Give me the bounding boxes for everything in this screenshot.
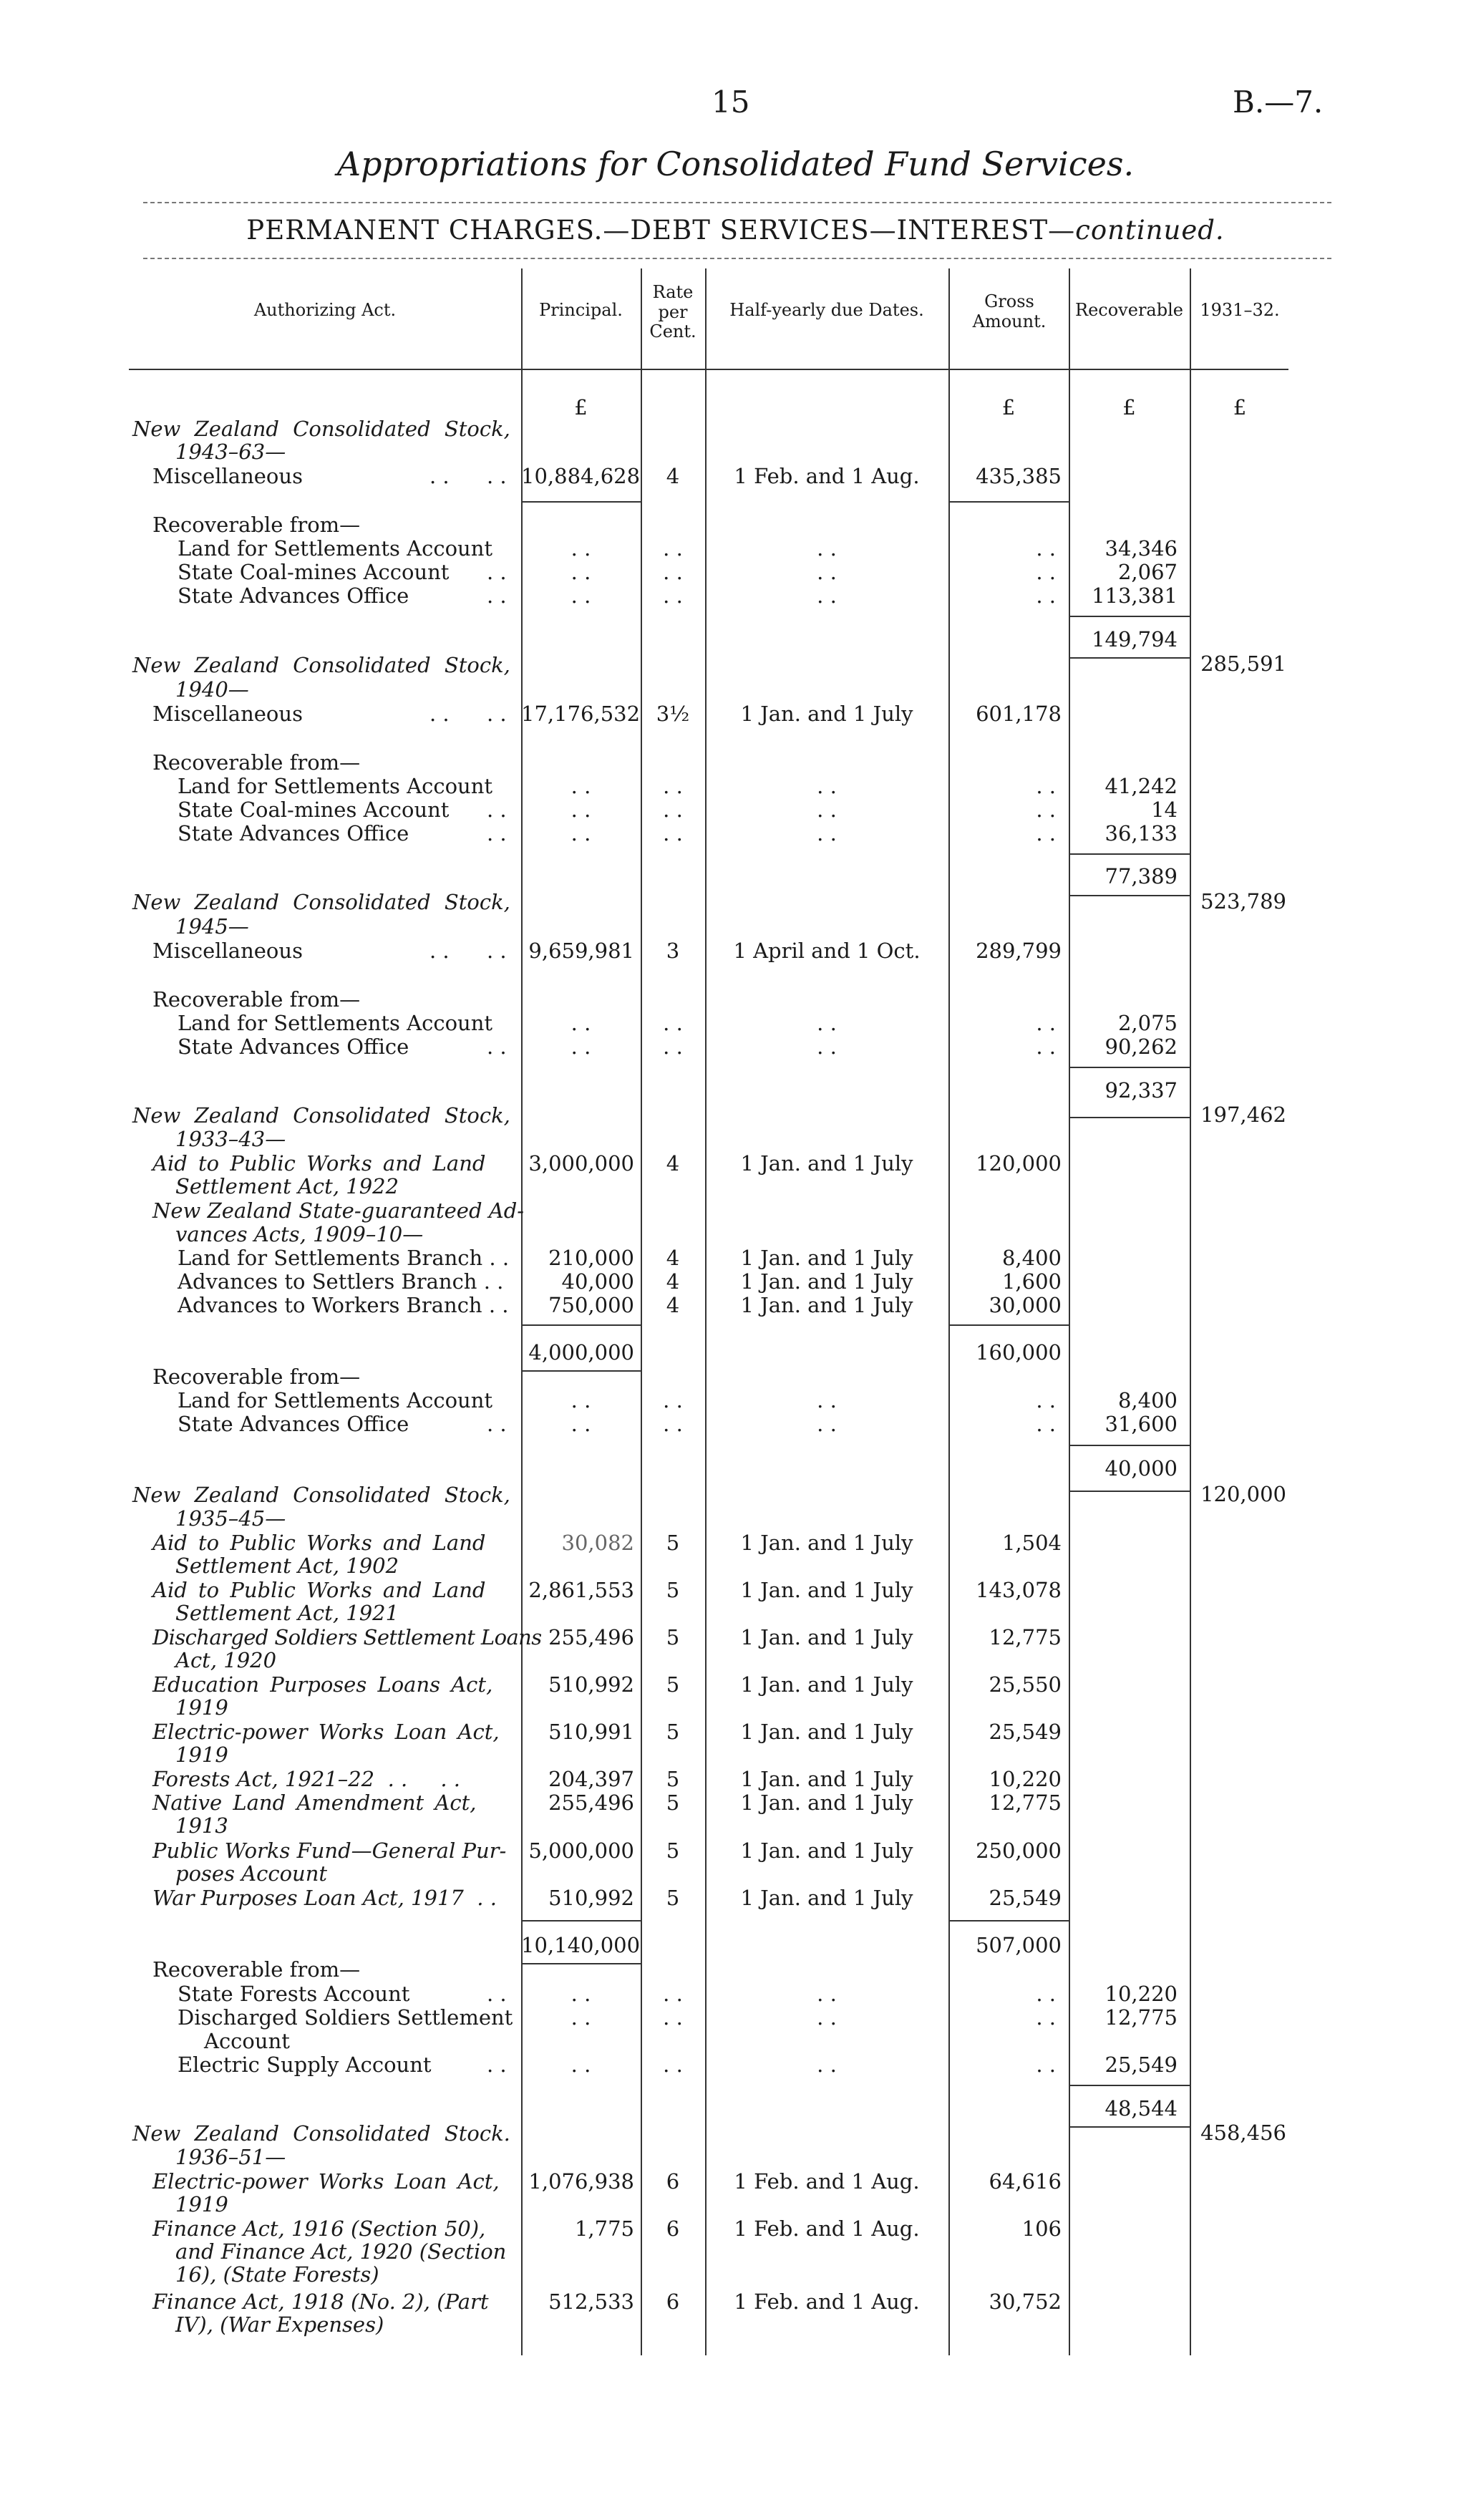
leader-dots: . . bbox=[1036, 560, 1056, 584]
subtotal-rule bbox=[1070, 616, 1190, 617]
column-rule bbox=[1190, 268, 1191, 2355]
principal-value: 40,000 bbox=[561, 1269, 634, 1294]
act-label: 1913 bbox=[175, 1813, 228, 1838]
gross-value: 12,775 bbox=[989, 1790, 1062, 1815]
act-label: and Finance Act, 1920 (Section bbox=[175, 2239, 507, 2264]
principal-value: 1,076,938 bbox=[528, 2169, 634, 2194]
header-rule bbox=[129, 369, 1288, 370]
leader-dots: . . bbox=[571, 821, 591, 845]
rec-label: State Coal-mines Account bbox=[178, 798, 450, 822]
branch-label: Advances to Settlers Branch . . bbox=[178, 1269, 504, 1294]
principal-value: 255,496 bbox=[548, 1625, 634, 1649]
rate-value: 5 bbox=[666, 1886, 680, 1910]
principal-value: 255,496 bbox=[548, 1790, 634, 1815]
recoverable-from: Recoverable from— bbox=[152, 513, 361, 537]
leader-dots: . . bbox=[487, 560, 507, 584]
subtotal-rule bbox=[523, 501, 641, 503]
rate-value: 5 bbox=[666, 1672, 680, 1697]
rate-value: 4 bbox=[666, 1151, 680, 1176]
leader-dots: . . bbox=[571, 560, 591, 584]
dates-value: 1 Jan. and 1 July bbox=[740, 1767, 913, 1791]
col-header-principal: Principal. bbox=[539, 300, 623, 320]
section-years: 1936–51— bbox=[175, 2145, 286, 2169]
leader-dots: . . bbox=[1036, 536, 1056, 561]
rec-label: Discharged Soldiers Settlement bbox=[178, 2005, 513, 2030]
recoverable-total: 40,000 bbox=[1105, 1456, 1178, 1480]
gross-value: 30,752 bbox=[989, 2289, 1062, 2314]
gross-value: 64,616 bbox=[989, 2169, 1062, 2194]
dates-value: 1 Feb. and 1 Aug. bbox=[734, 2169, 920, 2194]
rate-value: 5 bbox=[666, 1531, 680, 1555]
leader-dots: . . bbox=[487, 821, 507, 845]
leader-dots: . . bbox=[817, 774, 837, 798]
rate-value: 5 bbox=[666, 1838, 680, 1863]
leader-dots: . . bbox=[487, 1412, 507, 1436]
subtotal-rule bbox=[950, 501, 1069, 503]
act-label: Act, 1920 bbox=[175, 1648, 277, 1672]
act-label: 1919 bbox=[175, 2192, 228, 2216]
branch-label: Advances to Workers Branch . . bbox=[178, 1293, 509, 1317]
currency-recoverable: £ bbox=[1122, 395, 1136, 420]
leader-dots: . . bbox=[571, 1982, 591, 2006]
section-years: 1935–45— bbox=[175, 1506, 286, 1531]
rec-label: State Advances Office bbox=[178, 1412, 409, 1436]
leader-dots: . . bbox=[663, 2005, 683, 2030]
principal-value: 510,992 bbox=[548, 1672, 634, 1697]
leader-dots: . . bbox=[1036, 1412, 1056, 1436]
leader-dots: . . bbox=[429, 702, 450, 726]
gross-value: 25,550 bbox=[989, 1672, 1062, 1697]
leader-dots: . . bbox=[571, 2005, 591, 2030]
principal-value: 3,000,000 bbox=[528, 1151, 634, 1176]
leader-dots: . . bbox=[571, 583, 591, 608]
act-label: Finance Act, 1918 (No. 2), (Part bbox=[152, 2289, 489, 2314]
rec-label: Land for Settlements Account bbox=[178, 536, 493, 561]
recoverable-value: 90,262 bbox=[1105, 1034, 1178, 1059]
gross-value: 601,178 bbox=[976, 702, 1062, 726]
principal-value: 17,176,532 bbox=[521, 702, 641, 726]
rate-value: 5 bbox=[666, 1720, 680, 1744]
leader-dots: . . bbox=[663, 1982, 683, 2006]
act-label: New Zealand State-guaranteed Ad- bbox=[152, 1198, 525, 1223]
page-title: Appropriations for Consolidated Fund Services. bbox=[336, 145, 1135, 183]
principal-value: 2,861,553 bbox=[528, 1578, 634, 1602]
act-label: poses Account bbox=[175, 1861, 328, 1886]
recoverable-value: 34,346 bbox=[1105, 536, 1178, 561]
leader-dots: . . bbox=[571, 774, 591, 798]
leader-dots: . . bbox=[817, 1011, 837, 1035]
page-subtitle: PERMANENT CHARGES.—DEBT SERVICES—INTEREST—continued. bbox=[246, 215, 1225, 246]
leader-dots: . . bbox=[817, 536, 837, 561]
recoverable-total: 92,337 bbox=[1105, 1078, 1178, 1102]
col-header-dates: Half-yearly due Dates. bbox=[729, 300, 924, 320]
leader-dots: . . bbox=[1036, 1388, 1056, 1412]
act-label: Education Purposes Loans Act, bbox=[152, 1672, 493, 1697]
recoverable-value: 8,400 bbox=[1117, 1388, 1178, 1412]
leader-dots: . . bbox=[663, 798, 683, 822]
leader-dots: . . bbox=[663, 1011, 683, 1035]
leader-dots: . . bbox=[817, 2053, 837, 2077]
act-label: Finance Act, 1916 (Section 50), bbox=[152, 2216, 486, 2241]
section-title: New Zealand Consolidated Stock, bbox=[132, 890, 510, 914]
title-divider bbox=[143, 202, 1331, 203]
net-value: 285,591 bbox=[1200, 651, 1286, 676]
act-label: Discharged Soldiers Settlement Loans bbox=[152, 1625, 542, 1649]
subtotal-rule bbox=[1070, 2085, 1190, 2086]
principal-value: 510,991 bbox=[548, 1720, 634, 1744]
principal-value: 1,775 bbox=[574, 2216, 634, 2241]
currency-principal: £ bbox=[574, 395, 588, 420]
rec-label: State Advances Office bbox=[178, 583, 409, 608]
subtotal-rule bbox=[1070, 2126, 1190, 2128]
gross-total: 160,000 bbox=[976, 1340, 1062, 1365]
leader-dots: . . bbox=[487, 2053, 507, 2077]
act-label: Settlement Act, 1902 bbox=[175, 1554, 399, 1578]
leader-dots: . . bbox=[1036, 798, 1056, 822]
leader-dots: . . bbox=[817, 583, 837, 608]
rate-value: 4 bbox=[666, 1269, 680, 1294]
section-title: New Zealand Consolidated Stock, bbox=[132, 653, 510, 677]
dates-value: 1 Jan. and 1 July bbox=[740, 1151, 913, 1176]
recoverable-value: 31,600 bbox=[1105, 1412, 1178, 1436]
document-code: B.—7. bbox=[1233, 84, 1324, 120]
leader-dots: . . bbox=[663, 583, 683, 608]
dates-value: 1 Jan. and 1 July bbox=[740, 1672, 913, 1697]
leader-dots: . . bbox=[429, 939, 450, 963]
recoverable-from: Recoverable from— bbox=[152, 987, 361, 1012]
recoverable-total: 77,389 bbox=[1105, 864, 1178, 888]
rate-value: 6 bbox=[666, 2216, 680, 2241]
principal-value: 750,000 bbox=[548, 1293, 634, 1317]
subtotal-rule bbox=[1070, 657, 1190, 659]
rate-value: 4 bbox=[666, 464, 680, 488]
principal-value: 30,082 bbox=[561, 1531, 634, 1555]
leader-dots: . . bbox=[571, 2053, 591, 2077]
recoverable-from: Recoverable from— bbox=[152, 1365, 361, 1389]
leader-dots: . . bbox=[487, 939, 507, 963]
leader-dots: . . bbox=[817, 1034, 837, 1059]
recoverable-value: 41,242 bbox=[1105, 774, 1178, 798]
leader-dots: . . bbox=[1036, 2005, 1056, 2030]
dates-value: 1 Jan. and 1 July bbox=[740, 1838, 913, 1863]
principal-value: 210,000 bbox=[548, 1246, 634, 1270]
subtotal-rule bbox=[523, 1963, 641, 1964]
act-label: Aid to Public Works and Land bbox=[152, 1531, 486, 1555]
section-years: 1943–63— bbox=[175, 440, 286, 464]
rate-value: 5 bbox=[666, 1767, 680, 1791]
recoverable-total: 48,544 bbox=[1105, 2096, 1178, 2121]
gross-value: 30,000 bbox=[989, 1293, 1062, 1317]
misc-label: Miscellaneous bbox=[152, 939, 303, 963]
leader-dots: . . bbox=[663, 536, 683, 561]
page-number: 15 bbox=[712, 84, 750, 120]
leader-dots: . . bbox=[487, 702, 507, 726]
subtotal-rule bbox=[950, 1920, 1069, 1922]
rec-label: Account bbox=[204, 2029, 290, 2053]
branch-label: Land for Settlements Branch . . bbox=[178, 1246, 510, 1270]
section-years: 1945— bbox=[175, 914, 249, 939]
net-value: 197,462 bbox=[1200, 1102, 1286, 1127]
principal-value: 10,884,628 bbox=[521, 464, 641, 488]
dates-value: 1 Jan. and 1 July bbox=[740, 1886, 913, 1910]
gross-value: 25,549 bbox=[989, 1720, 1062, 1744]
leader-dots: . . bbox=[1036, 1034, 1056, 1059]
subtotal-rule bbox=[523, 1920, 641, 1922]
currency-year: £ bbox=[1233, 395, 1247, 420]
rec-label: State Forests Account bbox=[178, 1982, 410, 2006]
dates-value: 1 April and 1 Oct. bbox=[733, 939, 921, 963]
gross-value: 435,385 bbox=[976, 464, 1062, 488]
leader-dots: . . bbox=[817, 1388, 837, 1412]
gross-value: 1,504 bbox=[1001, 1531, 1062, 1555]
subtotal-rule bbox=[1070, 895, 1190, 896]
rec-label: State Advances Office bbox=[178, 821, 409, 845]
dates-value: 1 Jan. and 1 July bbox=[740, 1269, 913, 1294]
dates-value: 1 Jan. and 1 July bbox=[740, 1531, 913, 1555]
col-header-rate: Rate per Cent. bbox=[649, 282, 696, 342]
subtotal-rule bbox=[1070, 1067, 1190, 1068]
rec-label: Land for Settlements Account bbox=[178, 1011, 493, 1035]
gross-value: 120,000 bbox=[976, 1151, 1062, 1176]
rec-label: State Advances Office bbox=[178, 1034, 409, 1059]
section-title: New Zealand Consolidated Stock, bbox=[132, 1483, 510, 1507]
col-header-year: 1931–32. bbox=[1200, 300, 1280, 320]
rate-value: 5 bbox=[666, 1790, 680, 1815]
leader-dots: . . bbox=[663, 1034, 683, 1059]
leader-dots: . . bbox=[1036, 2053, 1056, 2077]
dates-value: 1 Feb. and 1 Aug. bbox=[734, 464, 920, 488]
act-label: Forests Act, 1921–22 . . . . bbox=[152, 1767, 460, 1791]
act-label: Native Land Amendment Act, bbox=[152, 1790, 477, 1815]
dates-value: 1 Jan. and 1 July bbox=[740, 1246, 913, 1270]
act-label: Aid to Public Works and Land bbox=[152, 1578, 486, 1602]
rate-value: 3 bbox=[666, 939, 680, 963]
leader-dots: . . bbox=[1036, 821, 1056, 845]
principal-total: 10,140,000 bbox=[521, 1933, 641, 1957]
act-label: Electric-power Works Loan Act, bbox=[152, 2169, 500, 2194]
recoverable-value: 12,775 bbox=[1105, 2005, 1178, 2030]
leader-dots: . . bbox=[571, 1034, 591, 1059]
gross-total: 507,000 bbox=[976, 1933, 1062, 1957]
act-label: Aid to Public Works and Land bbox=[152, 1151, 486, 1176]
leader-dots: . . bbox=[571, 1011, 591, 1035]
subtotal-rule bbox=[1070, 1491, 1190, 1492]
subtotal-rule bbox=[1070, 1117, 1190, 1118]
leader-dots: . . bbox=[663, 560, 683, 584]
section-years: 1940— bbox=[175, 677, 249, 702]
dates-value: 1 Feb. and 1 Aug. bbox=[734, 2289, 920, 2314]
recoverable-value: 2,075 bbox=[1117, 1011, 1178, 1035]
leader-dots: . . bbox=[487, 798, 507, 822]
leader-dots: . . bbox=[429, 464, 450, 488]
leader-dots: . . bbox=[817, 798, 837, 822]
principal-value: 512,533 bbox=[548, 2289, 634, 2314]
subtotal-rule bbox=[523, 1370, 641, 1372]
rec-label: Land for Settlements Account bbox=[178, 774, 493, 798]
col-header-gross: Gross Amount. bbox=[972, 291, 1047, 331]
subtotal-rule bbox=[1070, 1445, 1190, 1446]
act-label: Settlement Act, 1921 bbox=[175, 1601, 399, 1625]
net-value: 458,456 bbox=[1200, 2121, 1286, 2145]
leader-dots: . . bbox=[663, 1388, 683, 1412]
gross-value: 10,220 bbox=[989, 1767, 1062, 1791]
rate-value: 3½ bbox=[656, 702, 690, 726]
leader-dots: . . bbox=[1036, 774, 1056, 798]
dates-value: 1 Jan. and 1 July bbox=[740, 1790, 913, 1815]
leader-dots: . . bbox=[663, 1412, 683, 1436]
recoverable-value: 36,133 bbox=[1105, 821, 1178, 845]
recoverable-value: 113,381 bbox=[1092, 583, 1178, 608]
leader-dots: . . bbox=[817, 1982, 837, 2006]
recoverable-value: 10,220 bbox=[1105, 1982, 1178, 2006]
leader-dots: . . bbox=[487, 1982, 507, 2006]
rate-value: 4 bbox=[666, 1246, 680, 1270]
rate-value: 4 bbox=[666, 1293, 680, 1317]
gross-value: 143,078 bbox=[976, 1578, 1062, 1602]
leader-dots: . . bbox=[817, 821, 837, 845]
leader-dots: . . bbox=[663, 821, 683, 845]
col-header-recoverable: Recoverable bbox=[1075, 300, 1183, 320]
recoverable-from: Recoverable from— bbox=[152, 1957, 361, 1982]
act-label: Settlement Act, 1922 bbox=[175, 1174, 399, 1198]
recoverable-value: 25,549 bbox=[1105, 2053, 1178, 2077]
leader-dots: . . bbox=[817, 2005, 837, 2030]
act-label: Public Works Fund—General Pur- bbox=[152, 1838, 507, 1863]
principal-value: 204,397 bbox=[548, 1767, 634, 1791]
recoverable-from: Recoverable from— bbox=[152, 750, 361, 775]
gross-value: 12,775 bbox=[989, 1625, 1062, 1649]
leader-dots: . . bbox=[1036, 1982, 1056, 2006]
recoverable-value: 14 bbox=[1151, 798, 1178, 822]
leader-dots: . . bbox=[571, 1412, 591, 1436]
gross-value: 250,000 bbox=[976, 1838, 1062, 1863]
act-label: 1919 bbox=[175, 1743, 228, 1767]
rate-value: 5 bbox=[666, 1578, 680, 1602]
rate-value: 6 bbox=[666, 2289, 680, 2314]
net-value: 120,000 bbox=[1200, 1482, 1286, 1506]
rec-label: Electric Supply Account bbox=[178, 2053, 432, 2077]
rate-value: 6 bbox=[666, 2169, 680, 2194]
gross-value: 106 bbox=[1021, 2216, 1062, 2241]
section-title: New Zealand Consolidated Stock. bbox=[132, 2121, 510, 2146]
leader-dots: . . bbox=[571, 536, 591, 561]
col-header-act: Authorizing Act. bbox=[253, 300, 397, 320]
dates-value: 1 Jan. and 1 July bbox=[740, 702, 913, 726]
leader-dots: . . bbox=[487, 583, 507, 608]
leader-dots: . . bbox=[663, 774, 683, 798]
act-label: Electric-power Works Loan Act, bbox=[152, 1720, 500, 1744]
gross-value: 1,600 bbox=[1001, 1269, 1062, 1294]
misc-label: Miscellaneous bbox=[152, 464, 303, 488]
act-label: IV), (War Expenses) bbox=[175, 2312, 384, 2337]
leader-dots: . . bbox=[663, 2053, 683, 2077]
act-label: vances Acts, 1909–10— bbox=[175, 1222, 424, 1246]
rate-value: 5 bbox=[666, 1625, 680, 1649]
gross-value: 289,799 bbox=[976, 939, 1062, 963]
leader-dots: . . bbox=[487, 1034, 507, 1059]
principal-value: 510,992 bbox=[548, 1886, 634, 1910]
subtotal-rule bbox=[1070, 853, 1190, 855]
subtotal-rule bbox=[950, 1324, 1069, 1326]
dates-value: 1 Feb. and 1 Aug. bbox=[734, 2216, 920, 2241]
section-title: New Zealand Consolidated Stock, bbox=[132, 1103, 510, 1128]
leader-dots: . . bbox=[817, 560, 837, 584]
net-value: 523,789 bbox=[1200, 889, 1286, 914]
principal-value: 5,000,000 bbox=[528, 1838, 634, 1863]
principal-value: 9,659,981 bbox=[528, 939, 634, 963]
rec-label: State Coal-mines Account bbox=[178, 560, 450, 584]
recoverable-total: 149,794 bbox=[1092, 627, 1178, 651]
rec-label: Land for Settlements Account bbox=[178, 1388, 493, 1412]
dates-value: 1 Jan. and 1 July bbox=[740, 1720, 913, 1744]
gross-value: 25,549 bbox=[989, 1886, 1062, 1910]
leader-dots: . . bbox=[1036, 583, 1056, 608]
principal-total: 4,000,000 bbox=[528, 1340, 634, 1365]
dates-value: 1 Jan. and 1 July bbox=[740, 1293, 913, 1317]
section-title: New Zealand Consolidated Stock, bbox=[132, 417, 510, 441]
section-years: 1933–43— bbox=[175, 1127, 286, 1151]
dates-value: 1 Jan. and 1 July bbox=[740, 1578, 913, 1602]
misc-label: Miscellaneous bbox=[152, 702, 303, 726]
act-label: 16), (State Forests) bbox=[175, 2262, 379, 2287]
leader-dots: . . bbox=[817, 1412, 837, 1436]
dates-value: 1 Jan. and 1 July bbox=[740, 1625, 913, 1649]
leader-dots: . . bbox=[1036, 1011, 1056, 1035]
subtitle-divider bbox=[143, 258, 1331, 259]
act-label: 1919 bbox=[175, 1695, 228, 1720]
act-label: War Purposes Loan Act, 1917 . . bbox=[152, 1886, 497, 1910]
recoverable-value: 2,067 bbox=[1117, 560, 1178, 584]
leader-dots: . . bbox=[571, 1388, 591, 1412]
leader-dots: . . bbox=[487, 464, 507, 488]
subtotal-rule bbox=[523, 1324, 641, 1326]
gross-value: 8,400 bbox=[1001, 1246, 1062, 1270]
currency-gross: £ bbox=[1001, 395, 1016, 420]
leader-dots: . . bbox=[571, 798, 591, 822]
